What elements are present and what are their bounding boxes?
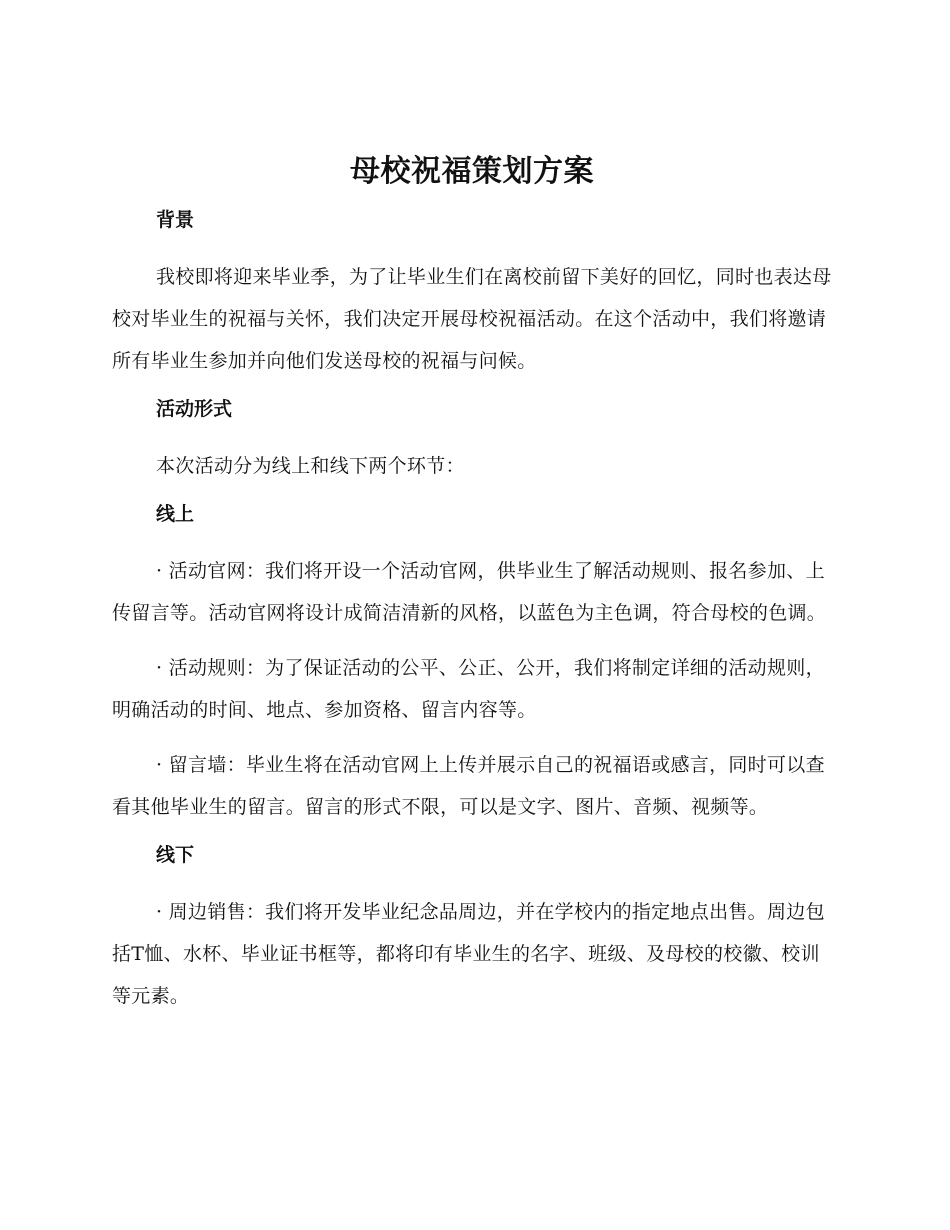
- section-heading-online: 线上: [156, 503, 195, 525]
- list-item-offline-merchandise: · 周边销售：我们将开发毕业纪念品周边，并在学校内的指定地点出售。周边包括T恤、水杯、毕业证书框等，都将印有毕业生的名字、班级、及母校的校徽、校训等元素。: [112, 901, 825, 1007]
- section-heading-offline: 线下: [156, 844, 195, 866]
- list-item-online-rules: · 活动规则：为了保证活动的公平、公正、公开，我们将制定详细的活动规则，明确活动的时间、地点、参加资格、留言内容等。: [112, 657, 825, 721]
- paragraph-background: 我校即将迎来毕业季，为了让毕业生们在离校前留下美好的回忆，同时也表达母校对毕业生的祝福与关怀，我们决定开展母校祝福活动。在这个活动中，我们将邀请所有毕业生参加并向他们发送母校的祝福与问候。: [112, 266, 832, 372]
- document-page: [112, 150, 832, 1017]
- section-heading-background: 背景: [156, 209, 195, 231]
- list-item-online-message-wall: · 留言墙：毕业生将在活动官网上上传并展示自己的祝福语或感言，同时可以查看其他毕业生的留言。留言的形式不限，可以是文字、图片、音频、视频等。: [112, 754, 825, 818]
- list-item-online-website: · 活动官网：我们将开设一个活动官网，供毕业生了解活动规则、报名参加、上传留言等。活动官网将设计成简洁清新的风格，以蓝色为主色调，符合母校的色调。: [112, 560, 827, 624]
- page-title: 母校祝福策划方案: [350, 154, 594, 189]
- section-heading-format: 活动形式: [156, 398, 233, 420]
- paragraph-format: 本次活动分为线上和线下两个环节：: [156, 455, 465, 477]
